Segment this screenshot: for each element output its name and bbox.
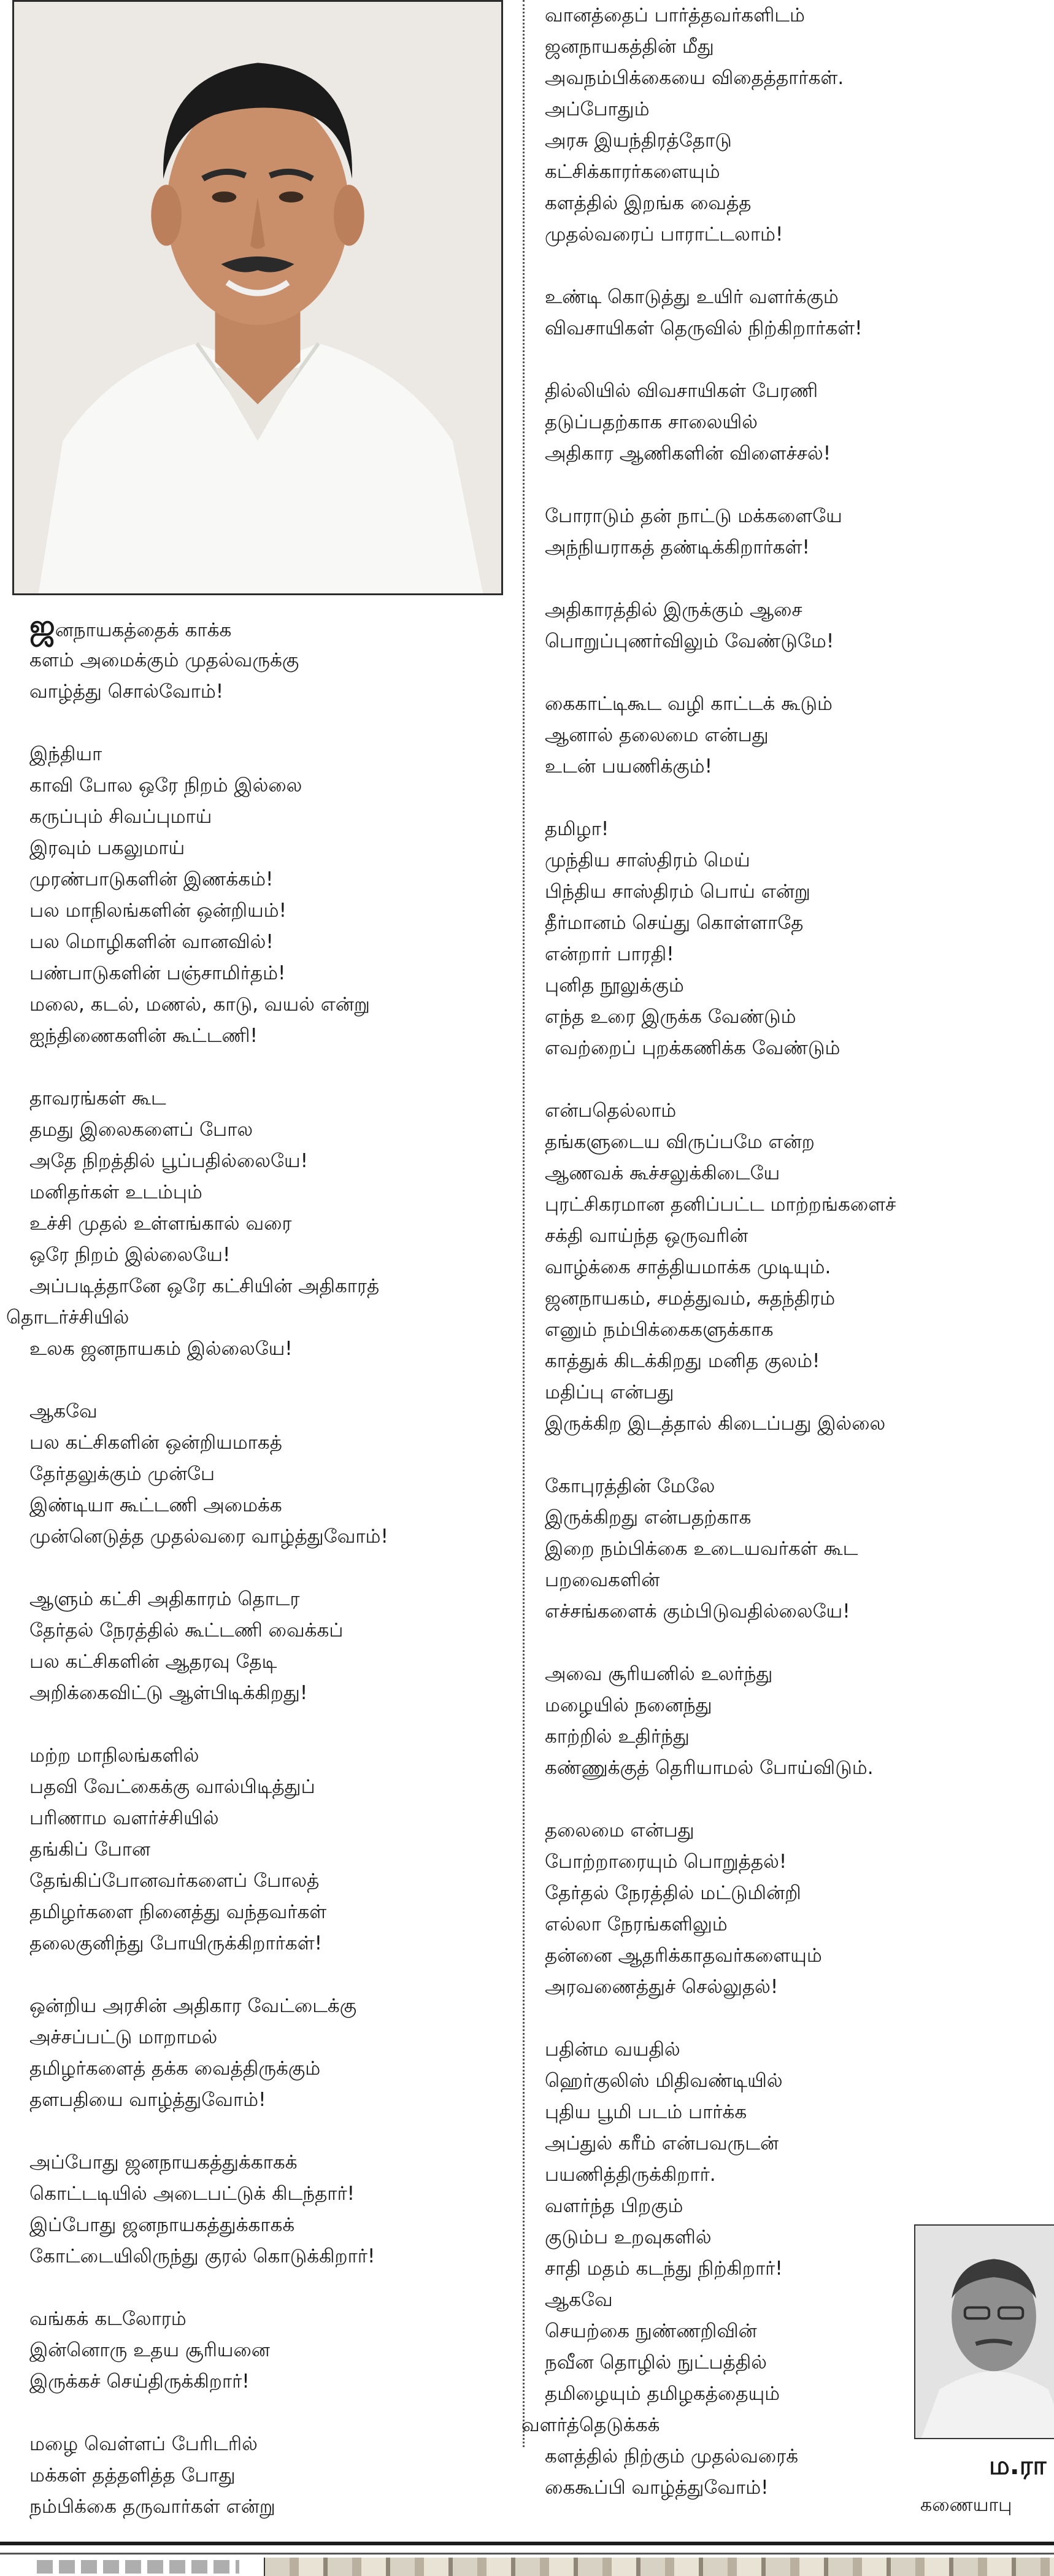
poem-line: கைகூப்பி வாழ்த்துவோம்! [545, 2477, 769, 2499]
poem-line: தேர்தல் நேரத்தில் கூட்டணி வைக்கப் [29, 1619, 344, 1641]
poem-line: இந்தியா [29, 743, 102, 765]
poem-line: அதிகார ஆணிகளின் விளைச்சல்! [545, 442, 831, 465]
poem-line: கண்ணுக்குத் தெரியாமல் போய்விடும். [545, 1757, 874, 1779]
poem-line: புரட்சிகரமான தனிப்பட்ட மாற்றங்களைச் [545, 1194, 896, 1216]
poem-line: வாழ்க்கை சாத்தியமாக்க முடியும். [545, 1256, 831, 1278]
poem-line: கொட்டடியில் அடைபட்டுக் கிடந்தார்! [29, 2183, 355, 2205]
poem-line: ஜனநாயகம், சமத்துவம், சுதந்திரம் [545, 1287, 836, 1309]
poem-line: முதல்வரைப் பாராட்டலாம்! [545, 223, 783, 245]
stanza-gap [29, 2397, 502, 2429]
poem-line: தேங்கிப்போனவர்களைப் போலத் [29, 1870, 320, 1892]
poem-line: குடும்ப உறவுகளில் [545, 2226, 712, 2248]
poem-line: தமிழையும் தமிழகத்தையும் [545, 2383, 780, 2405]
stanza-gap [545, 657, 987, 688]
poem-line: உச்சி முதல் உள்ளங்கால் வரை [29, 1213, 292, 1235]
poem-line: இருக்கிற இடத்தால் கிடைப்பது இல்லை [545, 1413, 886, 1435]
stanza-gap [545, 563, 987, 595]
stanza-gap [29, 1552, 502, 1584]
poem-line: இண்டியா கூட்டணி அமைக்க [29, 1494, 282, 1516]
poem-line: எவற்றைப் புறக்கணிக்க வேண்டும் [545, 1037, 841, 1059]
poem-line: வாழ்த்து சொல்வோம்! [29, 681, 224, 703]
poem-line: ஆகவே [29, 1400, 98, 1422]
poem-line: மனிதர்கள் உடம்பும் [29, 1181, 202, 1203]
poem-line: வானத்தைப் பார்த்தவர்களிடம் [545, 4, 805, 26]
poem-line: முந்திய சாஸ்திரம் மெய் [545, 849, 750, 871]
poem-line: மலை, கடல், மணல், காடு, வயல் என்று [29, 993, 370, 1016]
poem-line: எச்சங்களைக் கும்பிடுவதில்லையே! [545, 1600, 850, 1622]
footer-text-fragment [37, 2560, 239, 2574]
poem-line: ஆனால் தலைமை என்பது [545, 724, 769, 746]
poem-line: எல்லா நேரங்களிலும் [545, 1913, 728, 1935]
poem-line: களத்தில் நிற்கும் முதல்வரைக் [545, 2445, 799, 2467]
poem-line: வளர்த்தெடுக்கக் [521, 2414, 660, 2436]
poem-line: பதவி வேட்கைக்கு வால்பிடித்துப் [29, 1776, 315, 1798]
poem-line: தளபதியை வாழ்த்துவோம்! [29, 2089, 266, 2111]
poem-line: தமிழா! [545, 818, 609, 840]
poem-line: அவை சூரியனில் உலர்ந்து [545, 1663, 773, 1685]
poem-line: பல கட்சிகளின் ஒன்றியமாகத் [29, 1432, 282, 1454]
author-portrait-illustration [915, 2226, 1054, 2438]
poem-line: புனித நூலுக்கும் [545, 974, 684, 997]
poem-line: முன்னெடுத்த முதல்வரை வாழ்த்துவோம்! [29, 1525, 388, 1548]
poem-line: மழையில் நனைந்து [545, 1694, 712, 1716]
column-divider [523, 0, 525, 2447]
poem-line: அப்போதும் [545, 98, 650, 120]
poem-line: நவீன தொழில் நுட்பத்தில் [545, 2351, 767, 2374]
stanza-gap [545, 1627, 987, 1659]
poem-line: என்றார் பாரதி! [545, 943, 674, 965]
poem-line: ஆளும் கட்சி அதிகாரம் தொடர [29, 1588, 300, 1610]
stanza-gap [29, 1052, 502, 1083]
poem-line: அரசு இயந்திரத்தோடு [545, 129, 732, 152]
poem-line: அந்நியராகத் தண்டிக்கிறார்கள்! [545, 536, 810, 558]
poem-line: தொடர்ச்சியில் [6, 1306, 129, 1328]
poem-line: சக்தி வாய்ந்த ஒருவரின் [545, 1225, 748, 1247]
stanza-gap [545, 344, 987, 376]
poem-line: தாவரங்கள் கூட [29, 1087, 166, 1109]
stanza-gap [29, 1709, 502, 1740]
poem-line: புதிய பூமி படம் பார்க்க [545, 2101, 747, 2123]
poem-line: உலக ஜனநாயகம் இல்லையே! [29, 1338, 293, 1360]
poem-line: சாதி மதம் கடந்து நிற்கிறார்! [545, 2258, 783, 2280]
poem-line: களத்தில் இறங்க வைத்த [545, 192, 752, 214]
poem-line: முரண்பாடுகளின் இணக்கம்! [29, 868, 274, 890]
poem-line: பொறுப்புணர்விலும் வேண்டுமே! [545, 630, 834, 652]
poem-line: காவி போல ஒரே நிறம் இல்லை [29, 774, 302, 796]
poem-line: போராடும் தன் நாட்டு மக்களையே [545, 505, 842, 527]
poem-line: பண்பாடுகளின் பஞ்சாமிர்தம்! [29, 962, 286, 984]
poem-line: அப்போது ஜனநாயகத்துக்காகக் [29, 2151, 298, 2173]
poem-line: அச்சப்பட்டு மாறாமல் [29, 2026, 218, 2048]
chief-minister-photo [12, 0, 503, 595]
stanza-gap [545, 1784, 987, 1815]
poem-line: தேர்தலுக்கும் முன்பே [29, 1463, 215, 1485]
footer-rule [0, 2542, 1054, 2545]
drop-cap: ஜ [29, 607, 55, 644]
poem-line: பறவைகளின் [545, 1569, 660, 1591]
poem-line: கைகாட்டிகூட வழி காட்டக் கூடும் [545, 693, 833, 715]
stanza-gap [545, 250, 987, 282]
footer-advertisement-strip [264, 2558, 1054, 2576]
portrait-illustration [14, 2, 501, 593]
poem-line: தடுப்பதற்காக சாலையில் [545, 411, 758, 433]
poem-line: மதிப்பு என்பது [545, 1381, 674, 1403]
poem-line: ஒரே நிறம் இல்லையே! [29, 1244, 231, 1266]
poem-line: போற்றாரையும் பொறுத்தல்! [545, 1851, 787, 1873]
poem-line: ஒன்றிய அரசின் அதிகார வேட்டைக்கு [29, 1995, 357, 2017]
poem-line: காற்றில் உதிர்ந்து [545, 1726, 690, 1748]
poem-line: ஐந்திணைகளின் கூட்டணி! [29, 1025, 258, 1047]
poem-line: காத்துக் கிடக்கிறது மனித குலம்! [545, 1350, 820, 1372]
stanza-gap [545, 1064, 987, 1095]
poem-line-dropcap [29, 607, 502, 645]
poem-line: பல கட்சிகளின் ஆதரவு தேடி [29, 1651, 277, 1673]
poem-line: இருக்கச் செய்திருக்கிறார்! [29, 2370, 250, 2393]
poem-line: களம் அமைக்கும் முதல்வருக்கு [29, 649, 299, 671]
left-column [6, 607, 502, 2523]
stanza-gap [545, 1440, 987, 1471]
poem-line: வங்கக் கடலோரம் [29, 2308, 187, 2330]
author-photo [914, 2224, 1054, 2439]
author-name: ம.ரா [989, 2450, 1047, 2480]
poem-line: தேர்தல் நேரத்தில் மட்டுமின்றி [545, 1882, 801, 1904]
poem-line: இரவும் பகலுமாய் [29, 837, 185, 859]
poem-line: இன்னொரு உதய சூரியனை [29, 2339, 270, 2361]
stanza-gap [29, 2272, 502, 2304]
poem-line: அரவணைத்துச் செல்லுதல்! [545, 1976, 779, 1998]
stanza-gap [29, 2116, 502, 2147]
poem-line: ஜனநாயகத்தின் மீது [545, 36, 714, 58]
poem-line: தங்கிப் போன [29, 1838, 151, 1861]
poem-line: எனும் நம்பிக்கைகளுக்காக [545, 1319, 774, 1341]
poem-line: அப்படித்தானே ஒரே கட்சியின் அதிகாரத் [29, 1275, 380, 1297]
poem-line: அறிக்கைவிட்டு ஆள்பிடிக்கிறது! [29, 1682, 308, 1704]
poem-line: இருக்கிறது என்பதற்காக [545, 1506, 752, 1529]
poem-line: அவநம்பிக்கையை விதைத்தார்கள். [545, 67, 844, 89]
poem-line: பதின்ம வயதில் [545, 2038, 680, 2061]
poem-line: செயற்கை நுண்ணறிவின் [545, 2320, 757, 2342]
poem-line-text: னநாயகத்தைக் காக்க [55, 619, 232, 641]
poem-line: தமிழர்களை நினைத்து வந்தவர்கள் [29, 1901, 327, 1923]
poem-line: தன்னை ஆதரிக்காதவர்களையும் [545, 1945, 822, 1967]
stanza-gap [29, 1365, 502, 1396]
right-column [521, 0, 987, 2504]
poem-line: இப்போது ஜனநாயகத்துக்காகக் [29, 2214, 295, 2236]
poem-line: பிந்திய சாஸ்திரம் பொய் என்று [545, 881, 810, 903]
poem-line: தமிழர்களைத் தக்க வைத்திருக்கும் [29, 2057, 321, 2080]
poem-line: கட்சிக்காரர்களையும் [545, 161, 720, 183]
poem-line: தில்லியில் விவசாயிகள் பேரணி [545, 380, 818, 402]
poem-line: உண்டி கொடுத்து உயிர் வளர்க்கும் [545, 286, 839, 308]
poem-line: கருப்பும் சிவப்புமாய் [29, 806, 212, 828]
stanza-gap [29, 708, 502, 739]
poem-line: தீர்மானம் செய்து கொள்ளாதே [545, 912, 804, 934]
poem-line: இறை நம்பிக்கை உடையவர்கள் கூட [545, 1538, 858, 1560]
poem-line: தலைகுனிந்து போயிருக்கிறார்கள்! [29, 1932, 323, 1954]
poem-line: தமது இலைகளைப் போல [29, 1119, 253, 1141]
poem-line: தலைமை என்பது [545, 1819, 694, 1841]
poem-line: பல மொழிகளின் வானவில்! [29, 931, 274, 953]
poem-line: என்பதெல்லாம் [545, 1100, 677, 1122]
poem-line: பரிணாம வளர்ச்சியில் [29, 1807, 219, 1829]
stanza-gap [29, 1959, 502, 1991]
author-role: கணையாபு [920, 2494, 1012, 2516]
poem-line: பயணித்திருக்கிறார். [545, 2164, 716, 2186]
poem-line: உடன் பயணிக்கும்! [545, 755, 713, 777]
poem-line: அதிகாரத்தில் இருக்கும் ஆசை [545, 599, 802, 621]
poem-line: மற்ற மாநிலங்களில் [29, 1745, 199, 1767]
poem-line: பல மாநிலங்களின் ஒன்றியம்! [29, 900, 287, 922]
poem-line: விவசாயிகள் தெருவில் நிற்கிறார்கள்! [545, 317, 863, 339]
poem-line: அப்துல் கரீம் என்பவருடன் [545, 2132, 779, 2154]
poem-line: வளர்ந்த பிறகும் [545, 2195, 683, 2217]
poem-line: மக்கள் தத்தளித்த போது [29, 2464, 236, 2486]
footer-rule-thin [0, 2553, 1054, 2555]
poem-line: நம்பிக்கை தருவார்கள் என்று [29, 2496, 275, 2518]
poem-line: எந்த உரை இருக்க வேண்டும் [545, 1006, 796, 1028]
poem-line: ஆணவக் கூச்சலுக்கிடையே [545, 1162, 780, 1184]
stanza-gap [545, 782, 987, 814]
poem-line: ஆகவே [545, 2289, 613, 2311]
poem-line: தங்களுடைய விருப்பமே என்ற [545, 1131, 815, 1153]
poem-line: ஹெர்குலிஸ் மிதிவண்டியில் [545, 2070, 783, 2092]
poem-line: மழை வெள்ளப் பேரிடரில் [29, 2433, 258, 2455]
poem-line: கோபுரத்தின் மேலே [545, 1475, 715, 1497]
stanza-gap [545, 469, 987, 501]
poem-line: கோட்டையிலிருந்து குரல் கொடுக்கிறார்! [29, 2245, 375, 2267]
stanza-gap [545, 2003, 987, 2034]
poem-line: அதே நிறத்தில் பூப்பதில்லையே! [29, 1150, 309, 1172]
